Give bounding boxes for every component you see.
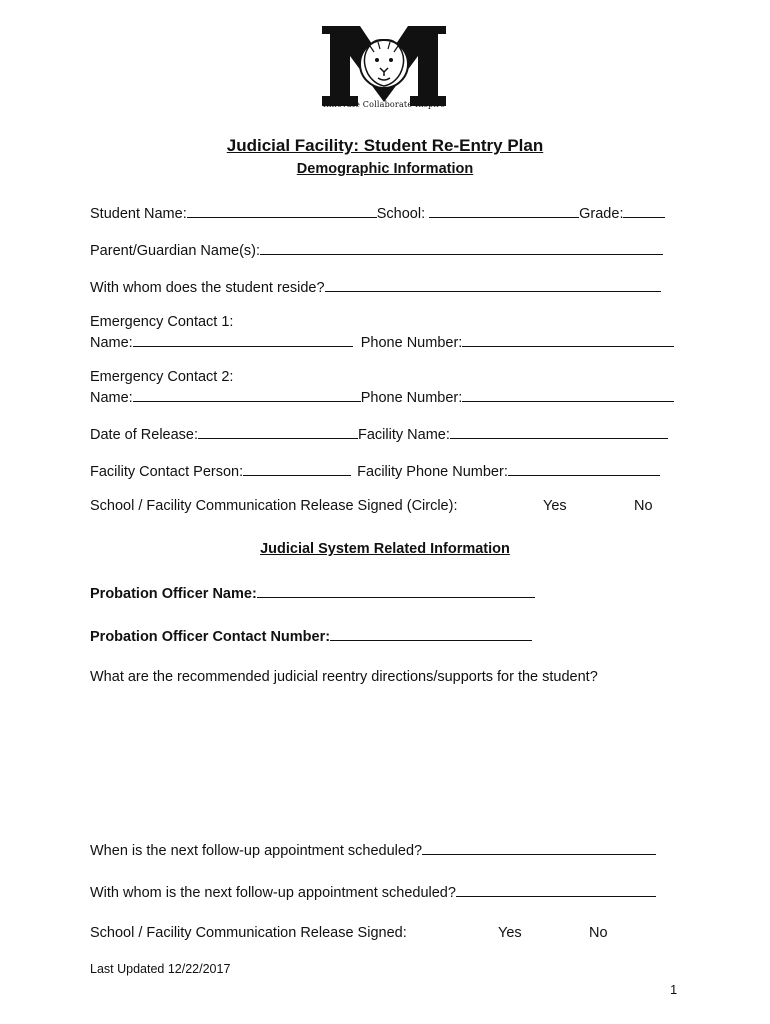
probation-contact-label: Probation Officer Contact Number: <box>90 629 331 645</box>
facility-contact-row <box>90 461 660 480</box>
facility-name-field[interactable] <box>450 424 668 439</box>
parent-guardian-label: Parent/Guardian Name(s): <box>90 243 261 259</box>
page-title: Judicial Facility: Student Re-Entry Plan <box>226 136 544 155</box>
parent-guardian-row <box>90 240 663 259</box>
reside-label: With whom does the student reside? <box>90 280 325 296</box>
emergency-1-name-field[interactable] <box>133 332 353 347</box>
emergency-1-name-label: Name: <box>90 335 133 351</box>
emergency-2-phone-field[interactable] <box>462 387 674 402</box>
facility-phone-label: Facility Phone Number: <box>357 464 508 480</box>
school-field[interactable] <box>429 203 579 218</box>
probation-name-label: Probation Officer Name: <box>90 586 257 602</box>
release-signed-yes[interactable]: Yes <box>498 925 522 941</box>
grade-field[interactable] <box>623 203 665 218</box>
probation-name-field[interactable] <box>257 583 535 598</box>
emergency-contact-1-row <box>90 332 674 351</box>
next-appointment-whom-field[interactable] <box>456 882 656 897</box>
emergency-2-phone-label: Phone Number: <box>360 390 463 406</box>
school-label: School: <box>376 206 426 222</box>
facility-contact-label: Facility Contact Person: <box>90 464 244 480</box>
recommended-supports-question: What are the recommended judicial reentry directions/supports for the student? <box>90 669 598 685</box>
facility-phone-field[interactable] <box>508 461 660 476</box>
facility-contact-field[interactable] <box>243 461 351 476</box>
student-name-label: Student Name: <box>90 206 187 222</box>
emergency-1-phone-field[interactable] <box>462 332 674 347</box>
next-appointment-when-label: When is the next follow-up appointment scheduled? <box>90 843 423 859</box>
release-signed-no[interactable]: No <box>589 925 608 941</box>
parent-guardian-field[interactable] <box>260 240 663 255</box>
emergency-1-phone-label: Phone Number: <box>360 335 463 351</box>
date-of-release-field[interactable] <box>198 424 358 439</box>
next-appointment-whom-row <box>90 882 656 901</box>
student-info-row <box>90 203 665 222</box>
logo-tagline: Innovate Collaborate Inspire <box>322 100 446 109</box>
page-number: 1 <box>670 982 678 997</box>
probation-contact-field[interactable] <box>330 626 532 641</box>
release-circle-no[interactable]: No <box>634 498 653 514</box>
release-signed-label: School / Facility Communication Release Signed: <box>90 925 407 941</box>
emergency-contact-1-heading: Emergency Contact 1: <box>90 314 234 330</box>
emergency-2-name-label: Name: <box>90 390 133 406</box>
facility-name-label: Facility Name: <box>358 427 450 443</box>
next-appointment-when-row <box>90 840 656 859</box>
release-circle-label: School / Facility Communication Release Signed (Circle): <box>90 498 458 514</box>
release-circle-yes[interactable]: Yes <box>543 498 567 514</box>
emergency-contact-2-row <box>90 387 674 406</box>
reside-row <box>90 277 661 296</box>
probation-contact-row <box>90 626 532 645</box>
last-updated: Last Updated 12/22/2017 <box>90 962 231 976</box>
probation-name-row <box>90 583 535 602</box>
date-of-release-label: Date of Release: <box>90 427 199 443</box>
section-heading-demographic: Demographic Information <box>296 161 474 177</box>
section-heading-judicial: Judicial System Related Information <box>260 541 510 557</box>
next-appointment-when-field[interactable] <box>422 840 656 855</box>
next-appointment-whom-label: With whom is the next follow-up appointment scheduled? <box>90 885 456 901</box>
recommended-supports-answer-area[interactable] <box>90 692 680 822</box>
emergency-2-name-field[interactable] <box>133 387 361 402</box>
reside-field[interactable] <box>325 277 661 292</box>
grade-label: Grade: <box>579 206 624 222</box>
emergency-contact-2-heading: Emergency Contact 2: <box>90 369 234 385</box>
release-date-row <box>90 424 668 443</box>
student-name-field[interactable] <box>187 203 377 218</box>
